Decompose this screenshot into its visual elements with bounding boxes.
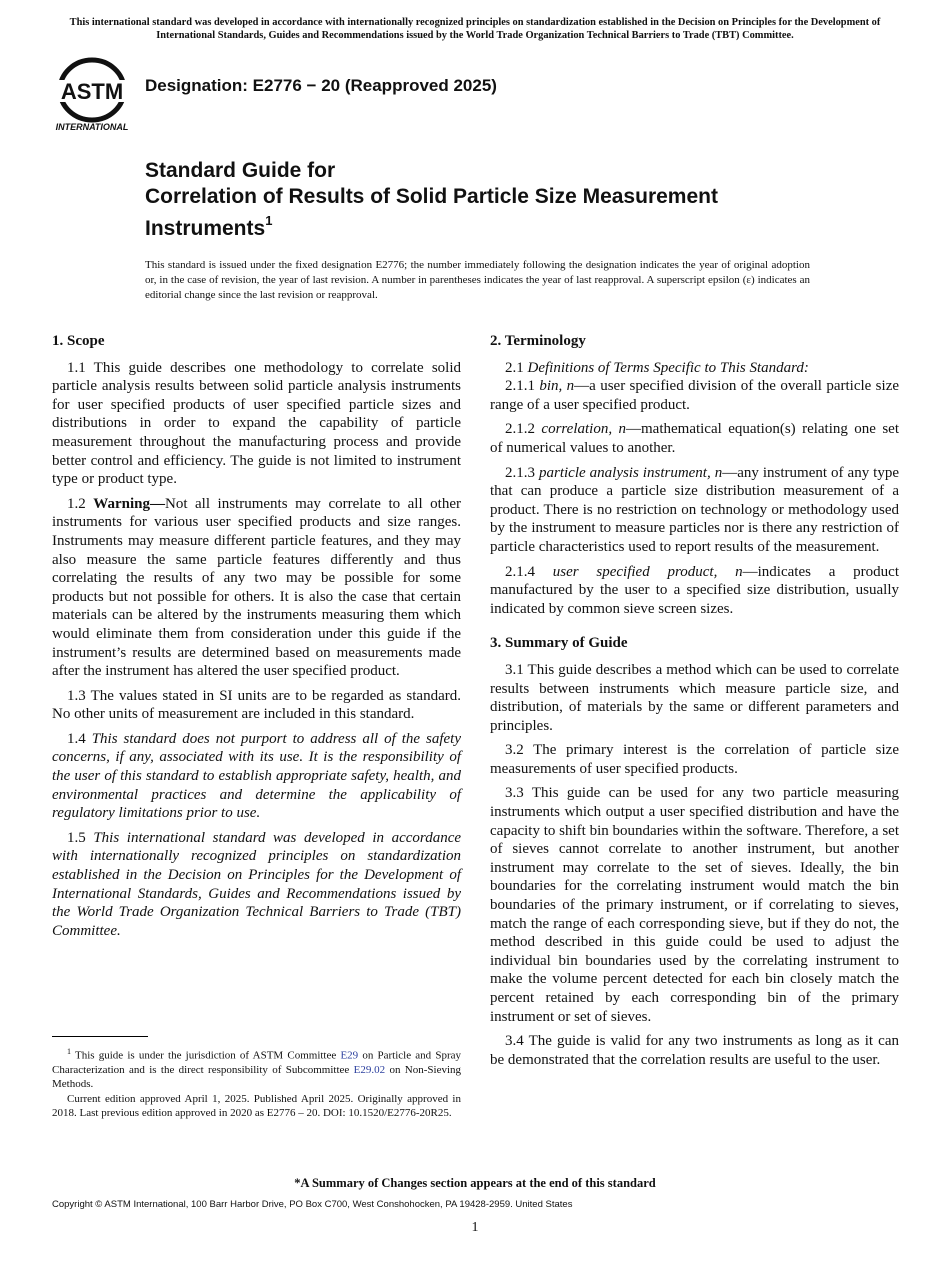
- definition-bin: 2.1.1 bin, n—a user specified division of the overall particle size range of a user specified product.: [490, 378, 900, 413]
- logo-subtext: INTERNATIONAL: [55, 122, 129, 132]
- title-line-3: Instruments$^1$: [145, 213, 273, 240]
- copyright: Copyright © ASTM International, 100 Barr Harbor Drive, PO Box C700, West Conshohocken, PA 19428-2959. United States: [52, 1199, 573, 1210]
- para-1-1: 1.1 This guide describes one methodology to correlate solid particle analysis results between solid particle analysis instruments for user specified products of user specified particle sizes and distributions in order to expand the capability of particle measurement throughout the manufacturing process and provide better control and efficiency. The guide is not limited to instrument type or product type.: [52, 359, 461, 488]
- para-3-2: 3.2 The primary interest is the correlation of particle size measurements of user specified products.: [490, 742, 899, 777]
- title-footnote-mark[interactable]: 1: [265, 213, 273, 228]
- footnotes: [52, 1045, 461, 1121]
- designation: Designation: E2776 − 20 (Reapproved 2025): [145, 76, 497, 95]
- para-3-3: 3.3 This guide can be used for any two particle measuring instruments which output a user specified distribution and have the capacity to shift bin boundaries within the software. Therefore, a set of sieves cannot correlate to another instrument, but another instrument may correlate to the set of sieves. Ideally, the bin boundaries for the correlating instrument would match the bin boundaries of the primary instrument, or if correlating to sieves, match the range of each corresponding sieve, but if they do not, the method described in this guide could be used to adjust the individual bin boundaries used by the correlating instrument to make the volume percent detected for each bin closely match the percent retained by each corresponding bin of the primary instrument or set of sieves.: [490, 785, 899, 1025]
- footnote-1: $^1$ This guide is under the jurisdiction of ASTM Committee E29 on Particle and Spray Characterization and is the direct responsibility of Subcommittee E29.02 on Non-Sieving Methods.: [52, 1047, 462, 1090]
- para-1-2: 1.2 Warning—Not all instruments may correlate to all other instruments for various user specified products and size ranges. Instruments may measure different particle features, and they may also measure the same particle features differently and thus correlating the results of any two may be possible for some products but not possible for others. It is also the case that certain materials can be altered by the instruments measuring them which would eliminate them from consideration under this guide if the instrument’s results are determined based on measurements made after the instrument has altered the user specified product.: [52, 495, 461, 680]
- left-column: [52, 332, 461, 946]
- right-column: [490, 332, 899, 1075]
- issued-note: This standard is issued under the fixed designation E2776; the number immediately following the designation indicates the year of original adoption or, in the case of revision, the year of last revision. A number in parentheses indicates the year of last reapproval. A superscript epsilon (ε) indicates an editorial change since the last revision or reapproval.: [145, 259, 810, 301]
- para-3-4: 3.4 The guide is valid for any two instruments as long as it can be demonstrated that the correlation results are useful to the user.: [490, 1033, 899, 1068]
- page-number: 1: [471, 1220, 479, 1235]
- title-line-2: Correlation of Results of Solid Particle Size Measurement: [145, 185, 718, 208]
- definition-user-specified-product: 2.1.4 user specified product, n—indicates a product manufactured by the user to a specified size distribution, usually indicated by common sieve screen sizes.: [490, 563, 899, 617]
- para-1-4: 1.4 This standard does not purport to address all of the safety concerns, if any, associated with its use. It is the responsibility of the user of this standard to establish appropriate safety, health, and environmental practices and determine the applicability of regulatory limitations prior to use.: [52, 730, 462, 822]
- summary-heading: 3. Summary of Guide: [490, 635, 628, 652]
- scope-heading: 1. Scope: [52, 333, 105, 349]
- summary-of-changes-note: *A Summary of Changes section appears at the end of this standard: [294, 1176, 656, 1190]
- para-2-1: 2.1 Definitions of Terms Specific to This Standard:: [505, 359, 809, 376]
- page-title: [145, 158, 865, 242]
- definition-correlation: 2.1.2 correlation, n—mathematical equation(s) relating one set of numerical values to another.: [490, 421, 900, 456]
- footnote-edition: Current edition approved April 1, 2025. Published April 2025. Originally approved in 2018. Last previous edition approved in 2020 as E2776 – 20. DOI: 10.1520/E2776-20R25.: [52, 1092, 461, 1119]
- definition-particle-analysis-instrument: 2.1.3 particle analysis instrument, n—any instrument of any type that can produce a particle size distribution measurement of a product. There is no restriction on technology or methodology used by the instrument to measure particles nor is there any restriction of particle characteristics used to report results of the measurement.: [490, 464, 900, 555]
- terminology-heading: 2. Terminology: [490, 333, 586, 349]
- wto-notice: This international standard was developed in accordance with internationally recognized principles on standardization established in the Decision on Principles for the Development of International Standards, Guides and Recommendations issued by the World Trade Organization Technical Barriers to Trade (TBT) Committee.: [69, 17, 881, 41]
- para-1-3: 1.3 The values stated in SI units are to be regarded as standard. No other units of measurement are included in this standard.: [52, 687, 461, 723]
- footnote-divider: [52, 1036, 148, 1037]
- para-3-1: 3.1 This guide describes a method which can be used to correlate results between instruments which measure particle size, and distribution, of materials by the same or different parameters and principles.: [490, 661, 899, 734]
- para-1-5: 1.5 This international standard was developed in accordance with internationally recognized principles on standardization established in the Decision on Principles for the Development of International Standards, Guides and Recommendations issued by the World Trade Organization Technical Barriers to Trade (TBT) Committee.: [52, 829, 462, 939]
- astm-logo: [52, 56, 136, 134]
- committee-link[interactable]: E29: [340, 1049, 359, 1062]
- subcommittee-link[interactable]: E29.02: [353, 1063, 386, 1076]
- title-line-1: Standard Guide for: [145, 159, 336, 182]
- logo-text: ASTM: [60, 79, 124, 104]
